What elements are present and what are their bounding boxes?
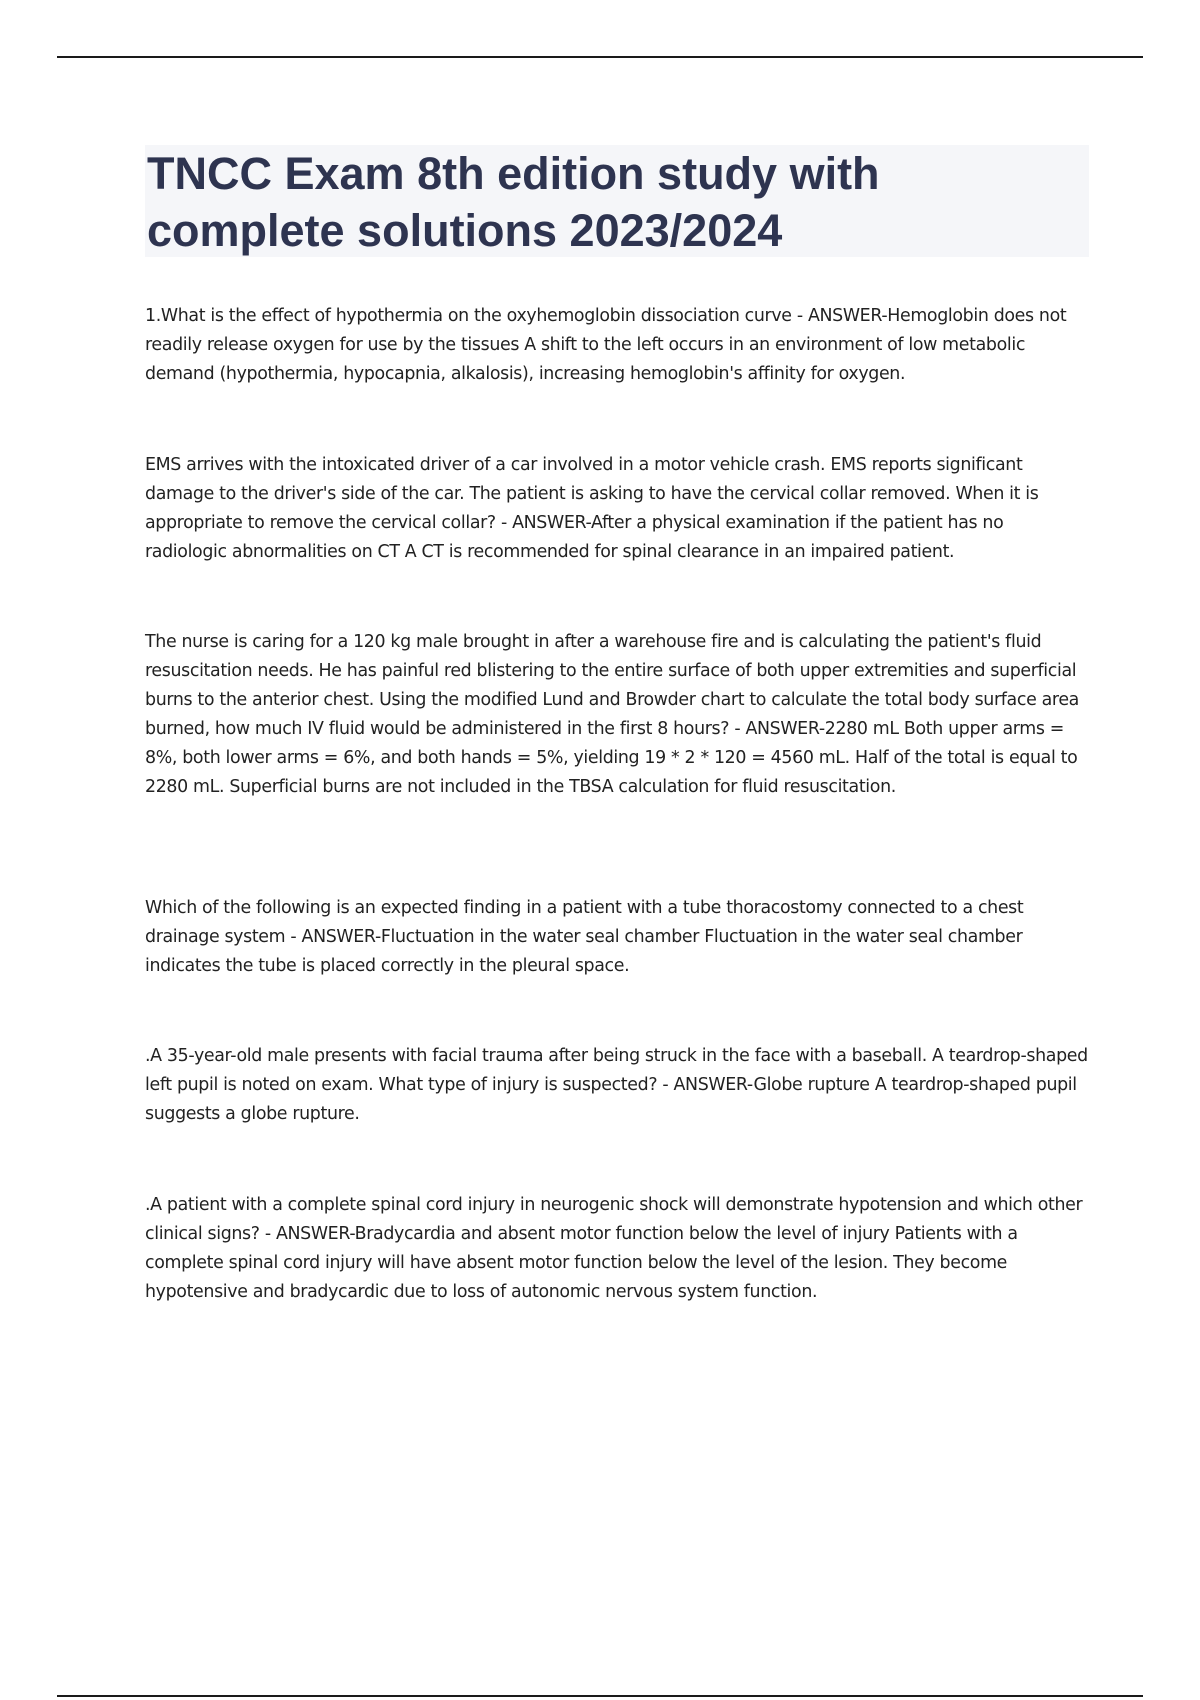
answer-text: ANSWER-Fluctuation in the water seal chamber Fluctuation in the water seal chamber indicates the tube is placed correctly in the pleural space. xyxy=(145,927,1023,976)
question-text: The nurse is caring for a 120 kg male brought in after a warehouse fire and is calculating the patient's fluid resuscitation needs. He has painful red blistering to the entire surface of both upper extremities and superficial burns to the anterior chest. Using the modified Lund and Browder chart to calculate the total body surface area burned, how much IV fluid would be administered in the first 8 hours? xyxy=(145,632,1079,739)
answer-separator: - xyxy=(657,1075,674,1095)
qa-item xyxy=(145,1191,1090,1307)
bottom-rule xyxy=(57,1695,1143,1697)
qa-item xyxy=(145,302,1090,389)
answer-separator: - xyxy=(259,1224,276,1244)
answer-separator: - xyxy=(285,927,302,947)
question-text: Which of the following is an expected finding in a patient with a tube thoracostomy connected to a chest drainage system xyxy=(145,898,1024,947)
question-text: .A patient with a complete spinal cord injury in neurogenic shock will demonstrate hypotension and which other clinical signs? xyxy=(145,1195,1083,1244)
answer-separator: - xyxy=(729,719,746,739)
question-text: 1.What is the effect of hypothermia on the oxyhemoglobin dissociation curve xyxy=(145,306,792,326)
document-title: TNCC Exam 8th edition study with complete solutions 2023/2024 xyxy=(147,148,880,256)
qa-item xyxy=(145,628,1090,802)
answer-text: ANSWER-2280 mL Both upper arms = 8%, both lower arms = 6%, and both hands = 5%, yielding 19 * 2 * 120 = 4560 mL. Half of the total is equal to 2280 mL. Superficial burns are not included in the TBSA calculation for fluid resuscitation. xyxy=(145,719,1078,797)
qa-item xyxy=(145,451,1090,567)
answer-text: ANSWER-Bradycardia and absent motor function below the level of injury Patients with a complete spinal cord injury will have absent motor function below the level of the lesion. They become hypotensive and bradycardic due to loss of autonomic nervous system function. xyxy=(145,1224,1018,1302)
qa-item xyxy=(145,894,1090,981)
question-text: .A 35-year-old male presents with facial trauma after being struck in the face with a baseball. A teardrop-shaped left pupil is noted on exam. What type of injury is suspected? xyxy=(145,1046,1088,1095)
answer-text: ANSWER-After a physical examination if the patient has no radiologic abnormalities on CT A CT is recommended for spinal clearance in an impaired patient. xyxy=(145,513,1004,562)
answer-text: ANSWER-Hemoglobin does not readily release oxygen for use by the tissues A shift to the left occurs in an environment of low metabolic demand (hypothermia, hypocapnia, alkalosis), increasing hemoglobin's affinity for oxygen. xyxy=(145,306,1067,384)
answer-separator: - xyxy=(791,306,808,326)
qa-item xyxy=(145,1042,1090,1129)
answer-separator: - xyxy=(495,513,513,533)
answer-text: ANSWER-Globe rupture A teardrop-shaped pupil suggests a globe rupture. xyxy=(145,1075,1077,1124)
top-rule xyxy=(57,56,1143,58)
question-text: EMS arrives with the intoxicated driver of a car involved in a motor vehicle crash. EMS reports significant damage to the driver's side of the car. The patient is asking to have the cervical collar removed. When it is appropriate to remove the cervical collar? xyxy=(145,455,1039,533)
